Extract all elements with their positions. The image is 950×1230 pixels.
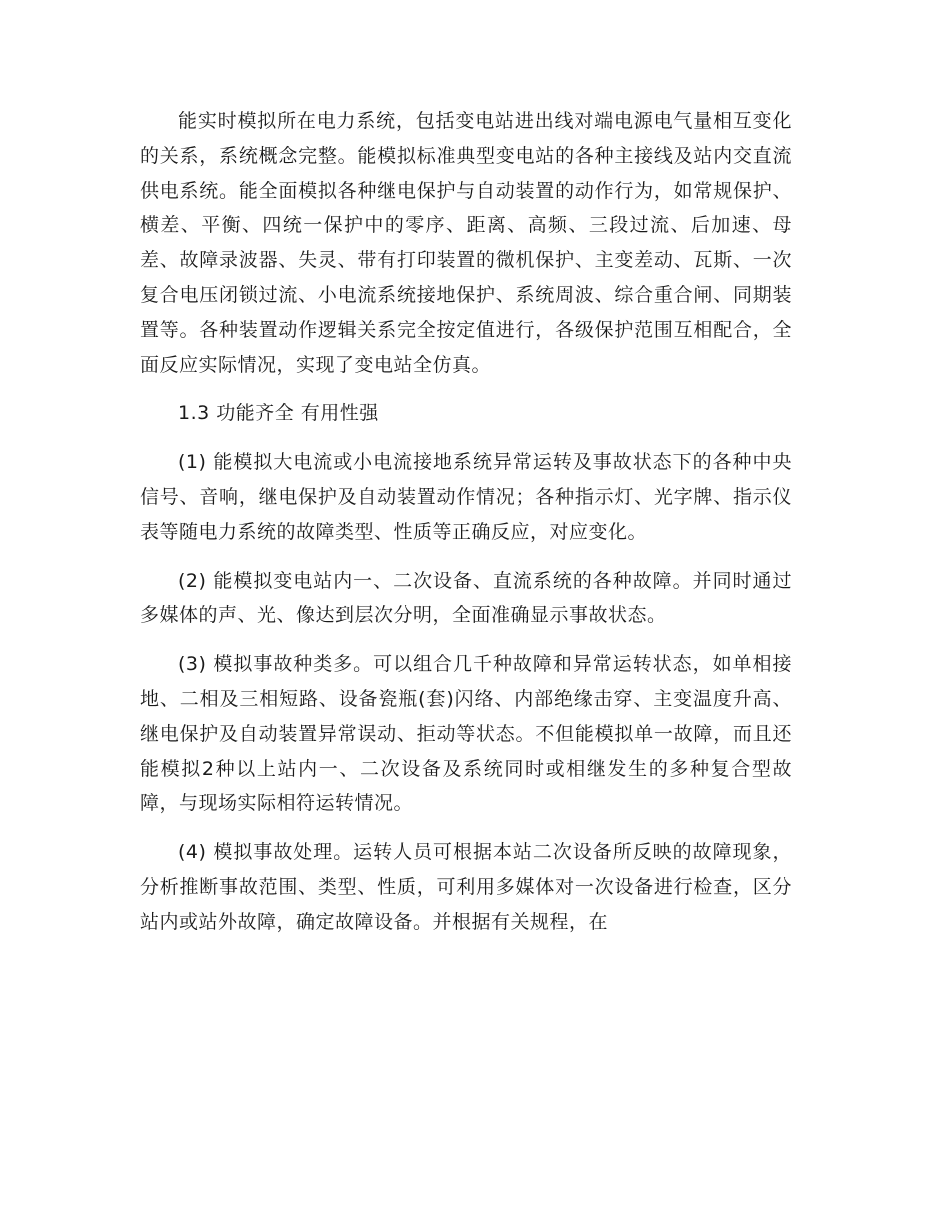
paragraph-item-1: (1) 能模拟大电流或小电流接地系统异常运转及事故状态下的各种中央信号、音响，继电保护及自动装置动作情况；各种指示灯、光字牌、指示仪表等随电力系统的故障类型、性质等正确反应，对应变化。 (140, 451, 792, 543)
paragraph-simulation-overview: 能实时模拟所在电力系统，包括变电站进出线对端电源电气量相互变化的关系，系统概念完整。能模拟标准典型变电站的各种主接线及站内交直流供电系统。能全面模拟各种继电保护与自动装置的动作行为，如常规保护、横差、平衡、四统一保护中的零序、距离、高频、三段过流、后加速、母差、故障录波器、失灵、带有打印装置的微机保护、主变差动、瓦斯、一次复合电压闭锁过流、小电流系统接地保护、系统周波、综合重合闸、同期装置等。各种装置动作逻辑关系完全按定值进行，各级保护范围互相配合，全面反应实际情况，实现了变电站全仿真。 (140, 110, 792, 376)
paragraph-item-2: (2) 能模拟变电站内一、二次设备、直流系统的各种故障。并同时通过多媒体的声、光、像达到层次分明，全面准确显示事故状态。 (140, 569, 792, 627)
paragraph-item-4: (4) 模拟事故处理。运转人员可根据本站二次设备所反映的故障现象，分析推断事故范围、类型、性质，可利用多媒体对一次设备进行检查，区分站内或站外故障，确定故障设备。并根据有关规程，在 (140, 841, 792, 933)
section-heading-1-3: 1.3 功能齐全 有用性强 (178, 402, 379, 425)
document-body (140, 104, 792, 940)
paragraph-item-3: (3) 模拟事故种类多。可以组合几千种故障和异常运转状态，如单相接地、二相及三相短路、设备瓷瓶(套)闪络、内部绝缘击穿、主变温度升高、继电保护及自动装置异常误动、拒动等状态。不但能模拟单一故障，而且还能模拟2种以上站内一、二次设备及系统同时或相继发生的多种复合型故障，与现场实际相符运转情况。 (140, 653, 792, 815)
